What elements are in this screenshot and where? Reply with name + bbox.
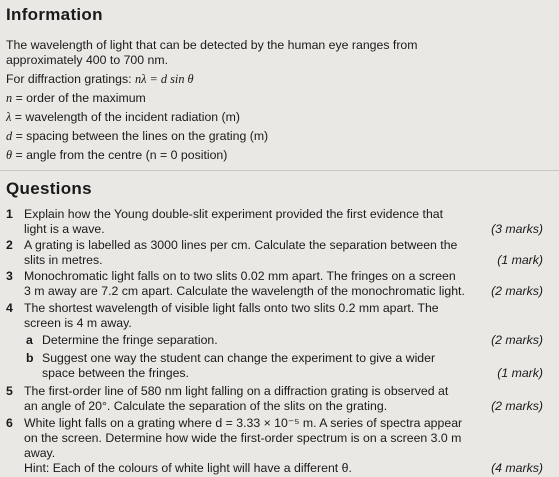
definition-symbol: d [6,129,13,143]
question-number-5: 5 [6,384,13,398]
section-divider [0,170,559,171]
question-number-2: 2 [6,238,13,252]
definition-text: = angle from the centre (n = 0 position) [15,148,228,162]
question-3-line2: 3 m away are 7.2 cm apart. Calculate the wavelength of the monochromatic light. [24,284,465,298]
questions-heading: Questions [6,179,92,198]
question-4a-line1: Determine the fringe separation. [42,333,218,347]
question-2-line1: A grating is labelled as 3000 lines per cm. Calculate the separation between the [24,238,458,252]
question-3-marks: (2 marks) [491,284,543,298]
diffraction-formula: nλ = d sin θ [134,72,194,86]
question-4a-marks: (2 marks) [491,333,543,347]
question-1-line2: light is a wave. [24,222,105,236]
question-4b-marks: (1 mark) [497,366,543,380]
definition-text: = spacing between the lines on the grating (m) [15,129,269,143]
question-4b-line1: Suggest one way the student can change the experiment to give a wider [42,351,436,365]
information-heading: Information [6,5,103,24]
question-number-3: 3 [6,269,13,283]
question-4-line2: screen is 4 m away. [24,316,132,330]
question-5-line1: The first-order line of 580 nm light falling on a diffraction grating is observed at [24,384,449,398]
question-number-6: 6 [6,416,13,430]
question-6-marks: (4 marks) [491,461,543,475]
question-5-line2: an angle of 20°. Calculate the separation of the slits on the grating. [24,399,388,413]
definition-n [6,91,146,106]
question-6-line1: White light falls on a grating where d = 3.33 × 10⁻⁵ m. A series of spectra appear [24,416,463,430]
definition-symbol: θ [6,148,13,162]
question-4b-line2: space between the fringes. [42,366,189,380]
question-4b-label: b [26,351,34,365]
question-2-marks: (1 mark) [497,253,543,267]
question-4-line1: The shortest wavelength of visible light falls onto two slits 0.2 mm apart. The [24,301,439,315]
definition-symbol: n [6,91,13,105]
question-1-marks: (3 marks) [491,222,543,236]
definition-symbol: λ [6,110,12,124]
formula-line [6,72,194,87]
question-3-line1: Monochromatic light falls on to two slits 0.02 mm apart. The fringes on a screen [24,269,456,283]
wavelength-text-line1: The wavelength of light that can be detected by the human eye ranges from [6,38,418,52]
formula-intro: For diffraction gratings: [6,72,132,86]
question-6-line3: away. [24,446,56,460]
question-2-line2: slits in metres. [24,253,103,267]
question-number-4: 4 [6,301,13,315]
question-6-line2: on the screen. Determine how wide the first-order spectrum is on a screen 3.0 m [24,431,462,445]
question-number-1: 1 [6,207,13,221]
question-6-hint: Hint: Each of the colours of white light will have a different θ. [24,461,352,475]
definition-text: = order of the maximum [15,91,146,105]
definition-text: = wavelength of the incident radiation (m) [14,110,240,124]
definition-d [6,129,268,144]
definition-lambda [6,110,240,125]
question-5-marks: (2 marks) [491,399,543,413]
question-4a-label: a [26,333,33,347]
wavelength-text-line2: approximately 400 to 700 nm. [6,53,169,67]
definition-theta [6,148,227,163]
question-1-line1: Explain how the Young double-slit experiment provided the first evidence that [24,207,444,221]
